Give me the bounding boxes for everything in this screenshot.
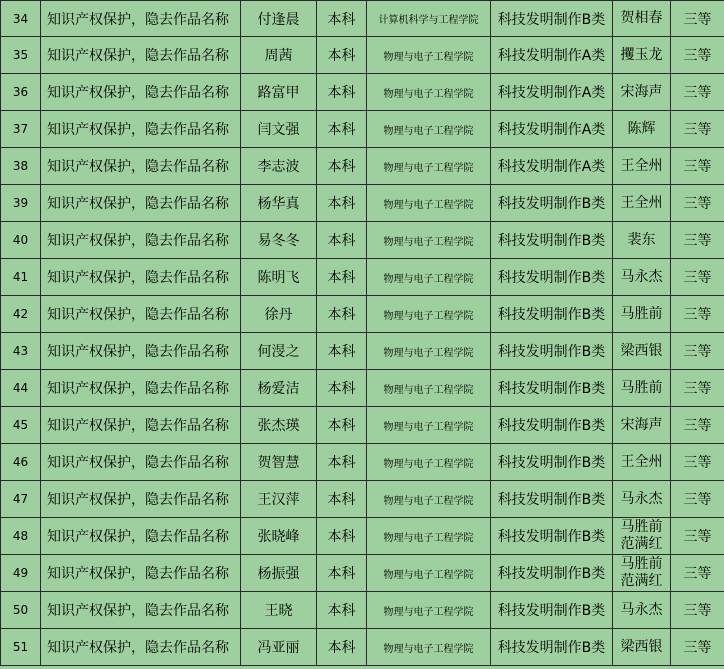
award-level: 三等 — [671, 518, 724, 555]
work-title: 知识产权保护，隐去作品名称 — [41, 592, 241, 629]
college-name: 物理与电子工程学院 — [367, 444, 491, 481]
student-name: 杨华真 — [241, 185, 317, 222]
tutor-name: 攫玉龙 — [613, 37, 671, 74]
tutor-name: 王全州 — [613, 185, 671, 222]
work-category: 科技发明制作B类 — [491, 185, 613, 222]
table-row — [1, 444, 724, 481]
row-number: 50 — [1, 592, 41, 629]
tutor-name: 马胜前 范满红 — [613, 518, 671, 555]
work-title: 知识产权保护，隐去作品名称 — [41, 296, 241, 333]
work-title: 知识产权保护，隐去作品名称 — [41, 370, 241, 407]
education-level: 本科 — [317, 370, 367, 407]
education-level: 本科 — [317, 518, 367, 555]
student-name: 徐丹 — [241, 296, 317, 333]
work-category: 科技发明制作B类 — [491, 444, 613, 481]
college-name: 物理与电子工程学院 — [367, 185, 491, 222]
table-row — [1, 111, 724, 148]
education-level: 本科 — [317, 222, 367, 259]
student-name: 杨爱洁 — [241, 370, 317, 407]
award-level: 三等 — [671, 74, 724, 111]
tutor-name: 贺相春 — [613, 1, 671, 37]
student-name: 贺智慧 — [241, 444, 317, 481]
student-name: 王晓 — [241, 592, 317, 629]
table-row — [1, 481, 724, 518]
table-row — [1, 185, 724, 222]
tutor-name: 裴东 — [613, 222, 671, 259]
award-level: 三等 — [671, 296, 724, 333]
table-row — [1, 37, 724, 74]
tutor-name: 马永杰 — [613, 259, 671, 296]
award-level: 三等 — [671, 259, 724, 296]
award-level: 三等 — [671, 481, 724, 518]
student-name: 张杰瑛 — [241, 407, 317, 444]
education-level: 本科 — [317, 444, 367, 481]
row-number: 45 — [1, 407, 41, 444]
award-level: 三等 — [671, 148, 724, 185]
college-name: 物理与电子工程学院 — [367, 222, 491, 259]
college-name: 物理与电子工程学院 — [367, 592, 491, 629]
table-body — [1, 1, 724, 666]
college-name: 计算机科学与工程学院 — [367, 1, 491, 37]
work-title: 知识产权保护，隐去作品名称 — [41, 518, 241, 555]
work-category: 科技发明制作B类 — [491, 222, 613, 259]
tutor-name: 梁西银 — [613, 333, 671, 370]
table-row — [1, 333, 724, 370]
college-name: 物理与电子工程学院 — [367, 555, 491, 592]
college-name: 物理与电子工程学院 — [367, 148, 491, 185]
table-row — [1, 629, 724, 666]
row-number: 37 — [1, 111, 41, 148]
work-title: 知识产权保护，隐去作品名称 — [41, 148, 241, 185]
tutor-name: 梁西银 — [613, 629, 671, 666]
work-category: 科技发明制作B类 — [491, 555, 613, 592]
award-level: 三等 — [671, 444, 724, 481]
work-category: 科技发明制作B类 — [491, 592, 613, 629]
row-number: 34 — [1, 1, 41, 37]
college-name: 物理与电子工程学院 — [367, 37, 491, 74]
work-title: 知识产权保护，隐去作品名称 — [41, 222, 241, 259]
row-number: 35 — [1, 37, 41, 74]
row-number: 38 — [1, 148, 41, 185]
award-level: 三等 — [671, 222, 724, 259]
row-number: 40 — [1, 222, 41, 259]
row-number: 41 — [1, 259, 41, 296]
education-level: 本科 — [317, 333, 367, 370]
college-name: 物理与电子工程学院 — [367, 259, 491, 296]
work-category: 科技发明制作B类 — [491, 481, 613, 518]
education-level: 本科 — [317, 74, 367, 111]
tutor-name: 马永杰 — [613, 481, 671, 518]
row-number: 36 — [1, 74, 41, 111]
education-level: 本科 — [317, 592, 367, 629]
work-category: 科技发明制作A类 — [491, 37, 613, 74]
row-number: 39 — [1, 185, 41, 222]
education-level: 本科 — [317, 296, 367, 333]
tutor-name: 宋海声 — [613, 407, 671, 444]
education-level: 本科 — [317, 148, 367, 185]
work-category: 科技发明制作B类 — [491, 518, 613, 555]
work-category: 科技发明制作A类 — [491, 74, 613, 111]
student-name: 冯亚丽 — [241, 629, 317, 666]
work-title: 知识产权保护，隐去作品名称 — [41, 185, 241, 222]
row-number: 46 — [1, 444, 41, 481]
table-row — [1, 222, 724, 259]
work-category: 科技发明制作A类 — [491, 148, 613, 185]
student-name: 李志波 — [241, 148, 317, 185]
tutor-name: 王全州 — [613, 148, 671, 185]
student-name: 付逢晨 — [241, 1, 317, 37]
row-number: 47 — [1, 481, 41, 518]
work-title: 知识产权保护，隐去作品名称 — [41, 629, 241, 666]
work-title: 知识产权保护，隐去作品名称 — [41, 1, 241, 37]
table-row — [1, 296, 724, 333]
table-row — [1, 148, 724, 185]
student-name: 闫文强 — [241, 111, 317, 148]
table-row — [1, 555, 724, 592]
row-number: 42 — [1, 296, 41, 333]
table-row — [1, 407, 724, 444]
work-category: 科技发明制作B类 — [491, 629, 613, 666]
tutor-name: 马胜前 — [613, 370, 671, 407]
student-name: 张晓峰 — [241, 518, 317, 555]
college-name: 物理与电子工程学院 — [367, 481, 491, 518]
education-level: 本科 — [317, 629, 367, 666]
row-number: 51 — [1, 629, 41, 666]
work-category: 科技发明制作B类 — [491, 333, 613, 370]
tutor-name: 宋海声 — [613, 74, 671, 111]
student-name: 陈明飞 — [241, 259, 317, 296]
work-category: 科技发明制作B类 — [491, 407, 613, 444]
award-level: 三等 — [671, 592, 724, 629]
table-row — [1, 74, 724, 111]
student-name: 王汉萍 — [241, 481, 317, 518]
student-name: 路富甲 — [241, 74, 317, 111]
award-level: 三等 — [671, 370, 724, 407]
award-level: 三等 — [671, 629, 724, 666]
education-level: 本科 — [317, 259, 367, 296]
college-name: 物理与电子工程学院 — [367, 370, 491, 407]
row-number: 44 — [1, 370, 41, 407]
tutor-name: 马胜前 范满红 — [613, 555, 671, 592]
work-title: 知识产权保护，隐去作品名称 — [41, 444, 241, 481]
award-level: 三等 — [671, 333, 724, 370]
work-title: 知识产权保护，隐去作品名称 — [41, 37, 241, 74]
work-title: 知识产权保护，隐去作品名称 — [41, 74, 241, 111]
student-name: 何渂之 — [241, 333, 317, 370]
award-level: 三等 — [671, 1, 724, 37]
tutor-name: 马胜前 — [613, 296, 671, 333]
college-name: 物理与电子工程学院 — [367, 74, 491, 111]
tutor-name: 王全州 — [613, 444, 671, 481]
award-level: 三等 — [671, 111, 724, 148]
work-title: 知识产权保护，隐去作品名称 — [41, 555, 241, 592]
tutor-name: 马永杰 — [613, 592, 671, 629]
education-level: 本科 — [317, 111, 367, 148]
work-title: 知识产权保护，隐去作品名称 — [41, 111, 241, 148]
row-number: 43 — [1, 333, 41, 370]
college-name: 物理与电子工程学院 — [367, 518, 491, 555]
work-title: 知识产权保护，隐去作品名称 — [41, 333, 241, 370]
award-level: 三等 — [671, 185, 724, 222]
work-category: 科技发明制作B类 — [491, 370, 613, 407]
award-level: 三等 — [671, 37, 724, 74]
student-name: 易冬冬 — [241, 222, 317, 259]
table-row — [1, 370, 724, 407]
education-level: 本科 — [317, 407, 367, 444]
college-name: 物理与电子工程学院 — [367, 407, 491, 444]
tutor-name: 陈辉 — [613, 111, 671, 148]
table-row — [1, 592, 724, 629]
work-category: 科技发明制作B类 — [491, 259, 613, 296]
work-title: 知识产权保护，隐去作品名称 — [41, 407, 241, 444]
college-name: 物理与电子工程学院 — [367, 333, 491, 370]
row-number: 49 — [1, 555, 41, 592]
work-category: 科技发明制作A类 — [491, 111, 613, 148]
work-title: 知识产权保护，隐去作品名称 — [41, 481, 241, 518]
college-name: 物理与电子工程学院 — [367, 629, 491, 666]
education-level: 本科 — [317, 185, 367, 222]
work-title: 知识产权保护，隐去作品名称 — [41, 259, 241, 296]
table-row — [1, 1, 724, 37]
college-name: 物理与电子工程学院 — [367, 296, 491, 333]
row-number: 48 — [1, 518, 41, 555]
college-name: 物理与电子工程学院 — [367, 111, 491, 148]
education-level: 本科 — [317, 555, 367, 592]
work-category: 科技发明制作B类 — [491, 296, 613, 333]
education-level: 本科 — [317, 481, 367, 518]
award-level: 三等 — [671, 555, 724, 592]
table-row — [1, 518, 724, 555]
student-name: 杨振强 — [241, 555, 317, 592]
education-level: 本科 — [317, 37, 367, 74]
table-row — [1, 259, 724, 296]
award-level: 三等 — [671, 407, 724, 444]
work-category: 科技发明制作B类 — [491, 1, 613, 37]
student-name: 周茜 — [241, 37, 317, 74]
education-level: 本科 — [317, 1, 367, 37]
